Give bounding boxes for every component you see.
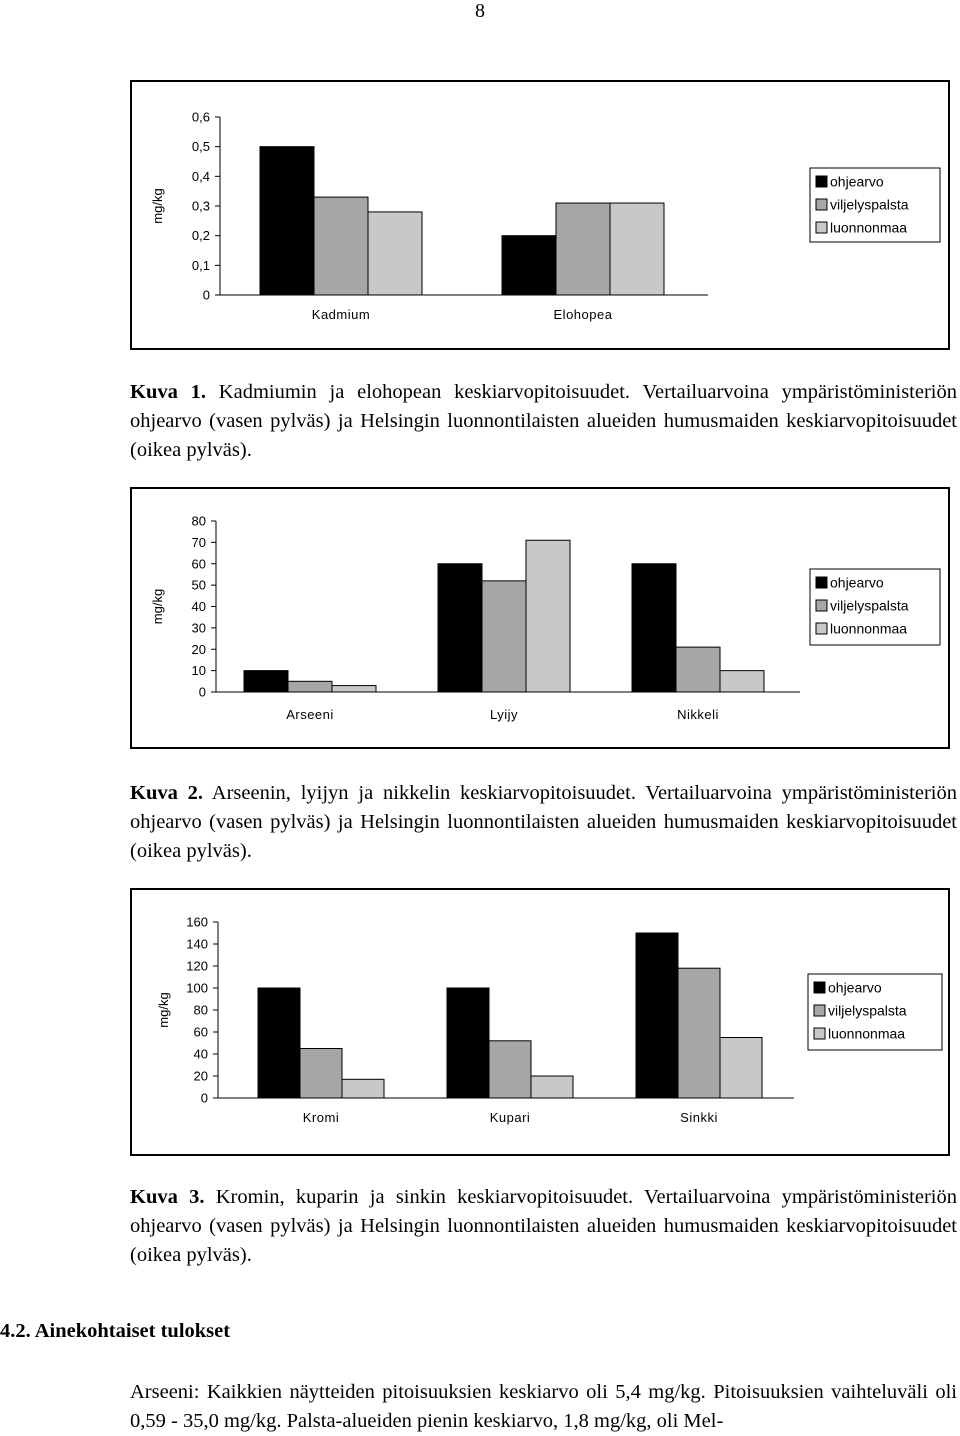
y-axis-label: mg/kg [150, 188, 165, 224]
legend-swatch [814, 1005, 825, 1016]
y-tick-label: 50 [191, 577, 206, 593]
legend-swatch [816, 577, 827, 588]
legend-label: viljelyspalsta [830, 597, 909, 614]
legend-label: luonnonmaa [830, 219, 908, 236]
category-label: Lyijy [489, 707, 519, 722]
legend-swatch [816, 176, 827, 187]
y-tick-label: 0,4 [191, 168, 210, 184]
bar-luonnonmaa-kadmium [368, 212, 422, 295]
y-tick-label: 80 [191, 513, 206, 529]
bar-luonnonmaa-sinkki [720, 1038, 762, 1099]
legend-swatch [816, 222, 827, 233]
bar-viljelyspalsta-elohopea [556, 203, 610, 295]
legend-swatch [816, 623, 827, 634]
y-tick-label: 0,2 [191, 228, 210, 244]
y-tick-label: 10 [191, 663, 206, 679]
bar-viljelyspalsta-kromi [300, 1049, 342, 1099]
chart-kadmium-elohopea [132, 82, 948, 348]
bar-ohjearvo-kromi [258, 988, 300, 1098]
legend-swatch [816, 199, 827, 210]
caption-text: Kromin, kuparin ja sinkin keskiarvopitoisuudet. Vertailuarvoina ympäristöministeriön ohjearvo (vasen pylväs) ja Helsingin luonnontilaisten alueiden humusmaiden keskiarvopitoisuudet (oikea pylväs). [130, 1186, 957, 1266]
bar-viljelyspalsta-kadmium [314, 197, 368, 295]
figure-1-caption [130, 378, 957, 465]
paragraph-label: Arseeni: [130, 1381, 200, 1403]
y-tick-label: 80 [193, 1002, 208, 1018]
y-tick-label: 70 [191, 534, 206, 550]
figure-3-caption [130, 1183, 957, 1270]
y-tick-label: 160 [186, 914, 208, 930]
category-label: Elohopea [553, 307, 613, 322]
caption-label: Kuva 3. [130, 1186, 205, 1208]
bar-luonnonmaa-arseeni [332, 686, 376, 692]
bar-ohjearvo-kadmium [260, 147, 314, 295]
legend-label: ohjearvo [828, 979, 882, 996]
paragraph-text: Kaikkien näytteiden pitoisuuksien keskiarvo oli 5,4 mg/kg. Pitoisuuksien vaihteluväli oli 0,59 - 35,0 mg/kg. Palsta-alueiden pienin keskiarvo, 1,8 mg/kg, oli Mel- [130, 1381, 957, 1432]
bar-ohjearvo-sinkki [636, 933, 678, 1098]
y-tick-label: 30 [191, 620, 206, 636]
body-paragraph [130, 1378, 957, 1436]
caption-label: Kuva 2. [130, 782, 204, 804]
legend-swatch [814, 982, 825, 993]
legend-label: luonnonmaa [830, 620, 908, 637]
category-label: Nikkeli [677, 707, 719, 722]
y-tick-label: 20 [191, 641, 206, 657]
legend-label: viljelyspalsta [830, 196, 909, 213]
category-label: Kadmium [311, 307, 371, 322]
y-tick-label: 60 [193, 1024, 208, 1040]
y-tick-label: 0,3 [191, 198, 210, 214]
category-label: Kromi [302, 1110, 340, 1125]
y-tick-label: 0 [198, 684, 206, 700]
y-tick-label: 0,5 [191, 139, 210, 155]
bar-viljelyspalsta-sinkki [678, 968, 720, 1098]
bar-luonnonmaa-kromi [342, 1079, 384, 1098]
y-tick-label: 140 [186, 936, 208, 952]
legend-label: luonnonmaa [828, 1025, 906, 1042]
category-label: Arseeni [286, 707, 334, 722]
legend-label: ohjearvo [830, 574, 884, 591]
y-tick-label: 0,6 [191, 109, 210, 125]
figure-2-caption [130, 779, 957, 866]
bar-luonnonmaa-nikkeli [720, 671, 764, 692]
figure-3-chart-frame [130, 888, 950, 1156]
bar-ohjearvo-kupari [447, 988, 489, 1098]
y-tick-label: 0 [200, 1090, 208, 1106]
bar-viljelyspalsta-nikkeli [676, 647, 720, 692]
section-heading: 4.2. Ainekohtaiset tulokset [0, 1320, 231, 1342]
chart-arseeni-lyijy-nikkeli [132, 489, 948, 747]
legend-label: viljelyspalsta [828, 1002, 907, 1019]
caption-label: Kuva 1. [130, 381, 207, 403]
bar-ohjearvo-lyijy [438, 564, 482, 692]
bar-viljelyspalsta-arseeni [288, 681, 332, 692]
bar-ohjearvo-arseeni [244, 671, 288, 692]
y-axis-label: mg/kg [156, 992, 171, 1028]
y-tick-label: 40 [191, 599, 206, 614]
y-tick-label: 60 [191, 556, 206, 572]
y-axis-label: mg/kg [150, 588, 165, 625]
legend-swatch [816, 600, 827, 611]
bar-viljelyspalsta-lyijy [482, 581, 526, 692]
y-tick-label: 120 [186, 958, 208, 974]
figure-2-chart-frame [130, 487, 950, 749]
legend-label: ohjearvo [830, 173, 884, 190]
category-label: Kupari [489, 1110, 531, 1125]
page-number: 8 [475, 0, 485, 22]
figure-1-chart-frame [130, 80, 950, 350]
bar-luonnonmaa-kupari [531, 1076, 573, 1098]
bar-luonnonmaa-lyijy [526, 540, 570, 692]
bar-ohjearvo-elohopea [502, 236, 556, 295]
bar-viljelyspalsta-kupari [489, 1041, 531, 1098]
caption-text: Arseenin, lyijyn ja nikkelin keskiarvopitoisuudet. Vertailuarvoina ympäristöministeriön ohjearvo (vasen pylväs) ja Helsingin luonnontilaisten alueiden humusmaiden keskiarvopitoisuudet (oikea pylväs). [130, 782, 957, 862]
chart-kromi-kupari-sinkki [132, 890, 948, 1154]
y-tick-label: 40 [193, 1046, 208, 1062]
caption-text: Kadmiumin ja elohopean keskiarvopitoisuudet. Vertailuarvoina ympäristöministeriön ohjearvo (vasen pylväs) ja Helsingin luonnontilaisten alueiden humusmaiden keskiarvopitoisuudet (oikea pylväs). [130, 381, 957, 461]
y-tick-label: 100 [186, 980, 208, 996]
y-tick-label: 20 [193, 1068, 208, 1084]
legend-swatch [814, 1028, 825, 1039]
bar-ohjearvo-nikkeli [632, 564, 676, 692]
bar-luonnonmaa-elohopea [610, 203, 664, 295]
y-tick-label: 0 [202, 287, 210, 303]
y-tick-label: 0,1 [191, 257, 210, 273]
category-label: Sinkki [680, 1110, 718, 1125]
